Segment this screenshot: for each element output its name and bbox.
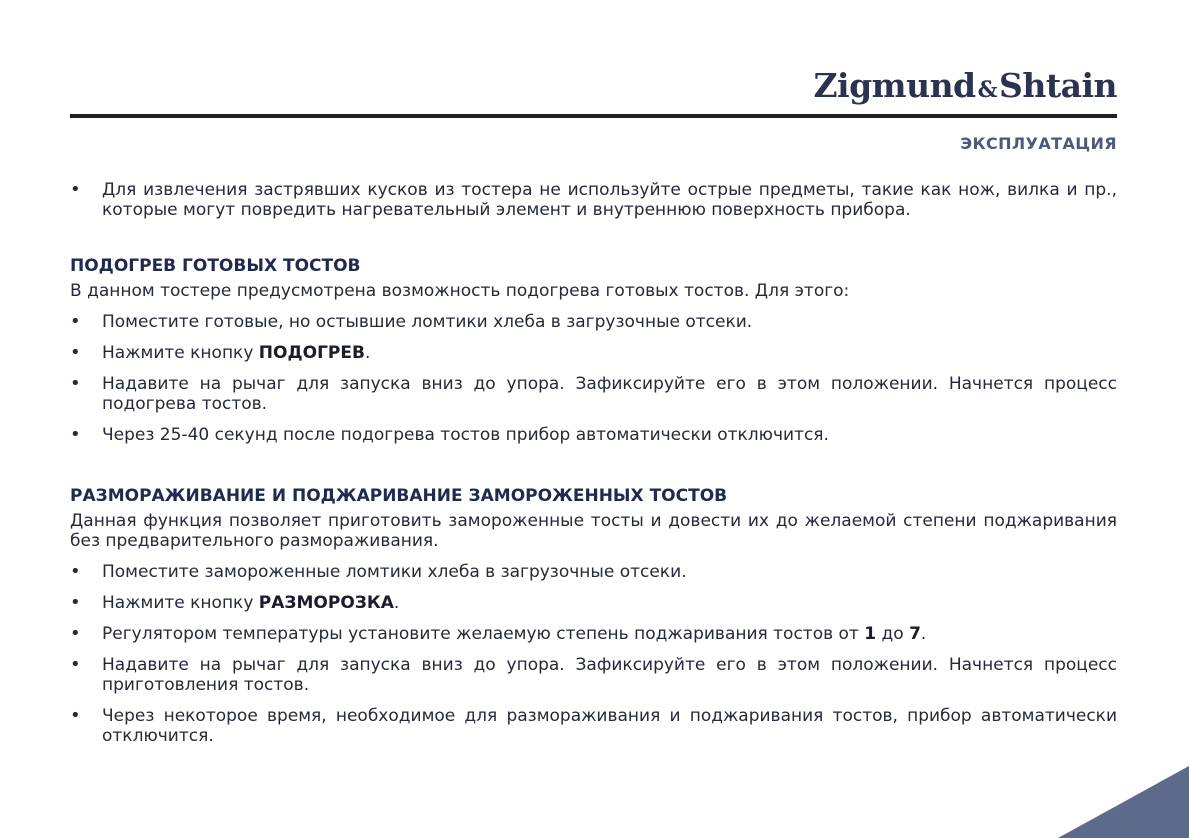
reheat-intro: В данном тостере предусмотрена возможность подогрева готовых тостов. Для этого: (70, 281, 850, 301)
button-name: ПОДОГРЕВ (258, 343, 365, 363)
list-item: • Регулятором температуры установите желаемую степень поджаривания тостов от 1 до 7. (70, 624, 1117, 644)
button-name: РАЗМОРОЗКА (258, 593, 394, 613)
list-item: • Надавите на рычаг для запуска вниз до упора. Зафиксируйте его в этом положении. Начнется процесс приготовления тостов. (70, 655, 1117, 695)
header-rule (70, 114, 1117, 118)
list-item: • Нажмите кнопку РАЗМОРОЗКА. (70, 593, 1117, 613)
intro-list (70, 180, 1117, 220)
list-item: • Поместите замороженные ломтики хлеба в загрузочные отсеки. (70, 562, 1117, 582)
section-label: ЭКСПЛУАТАЦИЯ (960, 134, 1117, 153)
defrost-intro: Данная функция позволяет приготовить замороженные тосты и довести их до желаемой степени поджаривания без предварительного размораживания. (70, 511, 1117, 551)
page-content (70, 180, 1117, 757)
list-item: • Через некоторое время, необходимое для размораживания и поджаривания тостов, прибор автоматически отключится. (70, 706, 1117, 746)
defrost-heading: РАЗМОРАЖИВАНИЕ И ПОДЖАРИВАНИЕ ЗАМОРОЖЕННЫХ ТОСТОВ (70, 486, 728, 506)
defrost-steps (70, 562, 1117, 746)
reheat-heading: ПОДОГРЕВ ГОТОВЫХ ТОСТОВ (70, 256, 361, 276)
max-level: 7 (909, 624, 921, 644)
brand-logo: Zigmund&Shtain (813, 66, 1117, 105)
list-item: • Нажмите кнопку ПОДОГРЕВ. (70, 343, 1117, 363)
min-level: 1 (864, 624, 877, 644)
list-item: • Для извлечения застрявших кусков из тостера не используйте острые предметы, такие как нож, вилка и пр., которые могут повредить нагревательный элемент и внутреннюю поверхность прибора. (70, 180, 1117, 220)
list-item: • Через 25-40 секунд после подогрева тостов прибор автоматически отключится. (70, 425, 1117, 445)
list-item: • Надавите на рычаг для запуска вниз до упора. Зафиксируйте его в этом положении. Начнется процесс подогрева тостов. (70, 374, 1117, 414)
reheat-steps (70, 312, 1117, 445)
list-item: • Поместите готовые, но остывшие ломтики хлеба в загрузочные отсеки. (70, 312, 1117, 332)
page-corner-decoration (1058, 766, 1189, 838)
